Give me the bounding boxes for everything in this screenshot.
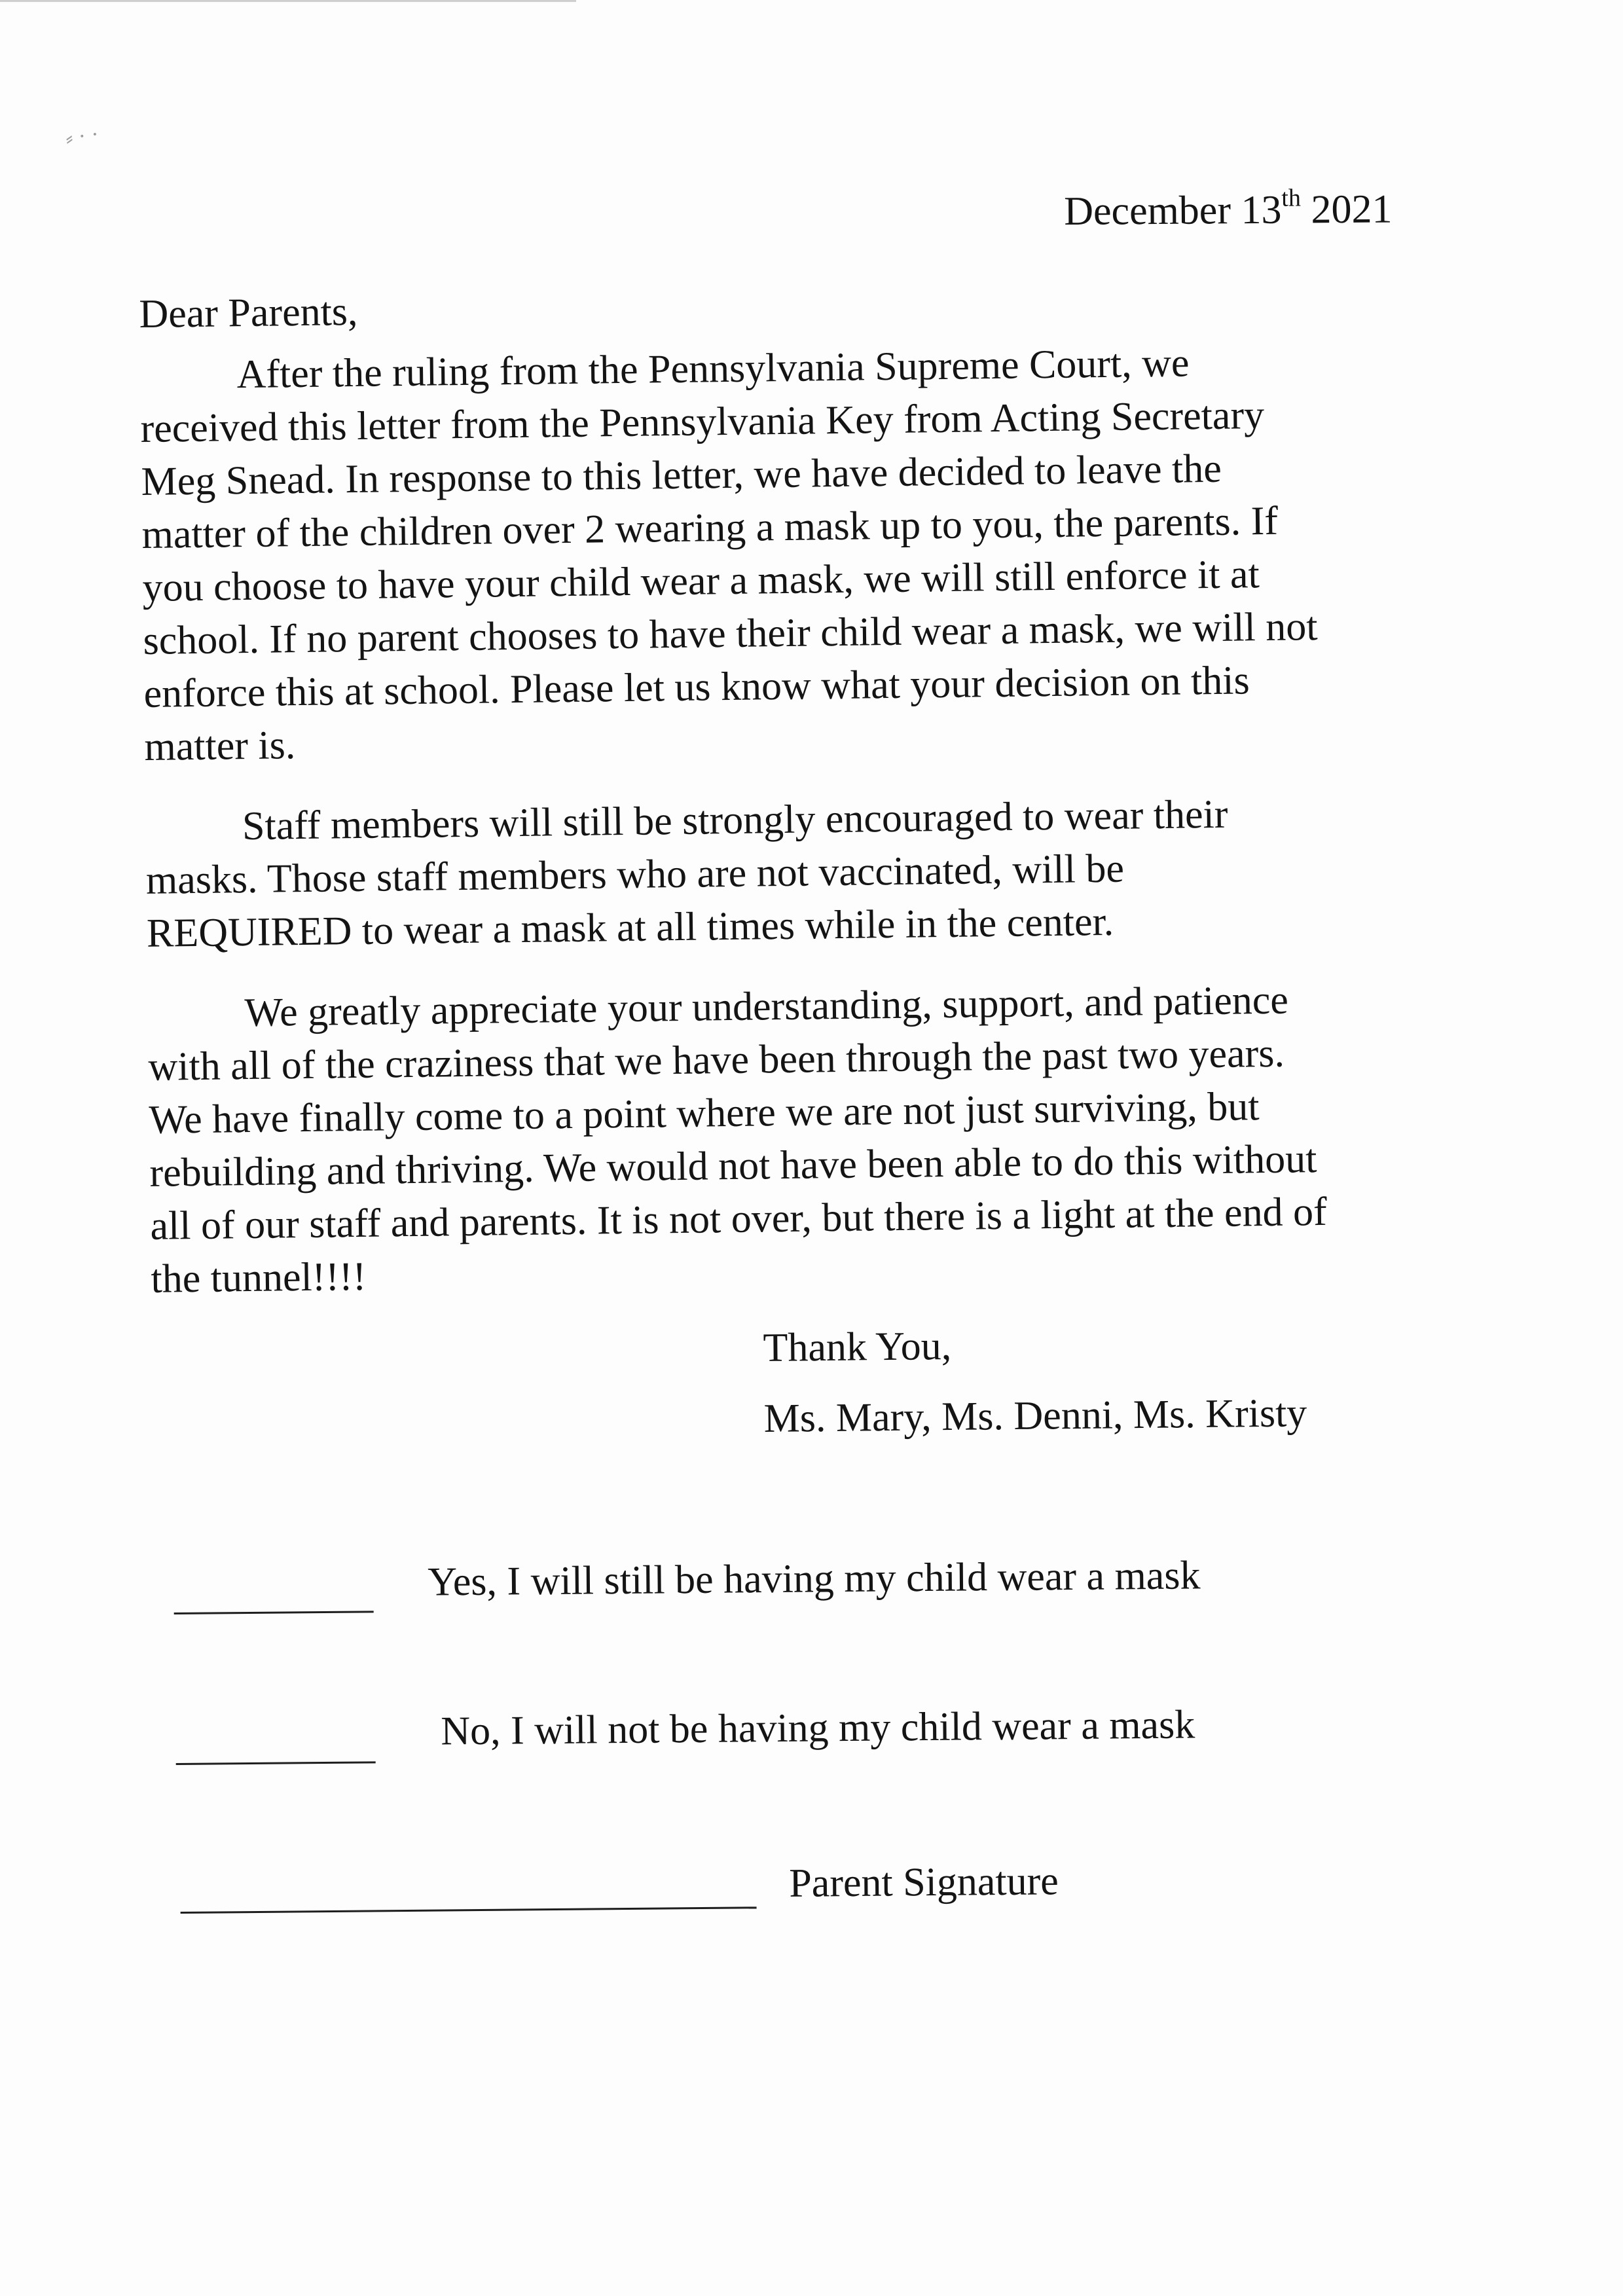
paragraph-line: all of our staff and parents. It is not over, but there is a light at the end of xyxy=(150,1189,1328,1248)
paragraph-line: matter of the children over 2 wearing a mask up to you, the parents. If xyxy=(141,498,1279,557)
option-yes-blank[interactable] xyxy=(174,1611,374,1614)
paragraph-2 xyxy=(145,785,1476,960)
paragraph-line: masks. Those staff members who are not vaccinated, will be xyxy=(145,846,1125,903)
paragraph-line: enforce this at school. Please let us know what your decision on this xyxy=(143,658,1250,716)
date-year: 2021 xyxy=(1311,187,1393,232)
paragraph-line: with all of the craziness that we have been through the past two years. xyxy=(148,1030,1285,1089)
scan-artifact: ⸗ · · xyxy=(64,122,101,151)
paragraph-line: We greatly appreciate your understanding, support, and patience xyxy=(244,977,1289,1036)
paragraph-line: After the ruling from the Pennsylvania Supreme Court, we xyxy=(236,340,1190,397)
signature-label: Parent Signature xyxy=(788,1859,1059,1906)
closing-block xyxy=(763,1307,1307,1454)
letter-body xyxy=(139,272,1480,1334)
paragraph-3 xyxy=(147,972,1480,1306)
option-no-label: No, I will not be having my child wear a mask xyxy=(440,1702,1195,1754)
option-yes-label: Yes, I will still be having my child wear a mask xyxy=(427,1553,1201,1605)
closing-thanks: Thank You, xyxy=(763,1323,952,1370)
signature-line[interactable] xyxy=(181,1906,757,1914)
paragraph-line: rebuilding and thriving. We would not have been able to do this without xyxy=(149,1137,1317,1195)
paragraph-line: Staff members will still be strongly encouraged to wear their xyxy=(242,792,1228,849)
paragraph-line: We have finally come to a point where we are not just surviving, but xyxy=(149,1084,1260,1142)
option-yes-row xyxy=(173,1551,1353,1640)
paragraph-line: school. If no parent chooses to have their child wear a mask, we will not xyxy=(143,604,1318,663)
paragraph-line: received this letter from the Pennsylvania Key from Acting Secretary xyxy=(140,393,1265,451)
closing-signers: Ms. Mary, Ms. Denni, Ms. Kristy xyxy=(763,1391,1307,1441)
paragraph-line: you choose to have your child wear a mask, we will still enforce it at xyxy=(142,552,1260,610)
scan-edge-line xyxy=(0,0,576,2)
date-month-day: December 13 xyxy=(1064,187,1282,234)
option-no-blank[interactable] xyxy=(176,1761,376,1765)
signature-row xyxy=(180,1855,1359,1944)
paragraph-line: Meg Snead. In response to this letter, we have decided to leave the xyxy=(141,446,1222,504)
letter-date xyxy=(1064,184,1393,235)
salutation: Dear Parents, xyxy=(139,289,358,337)
date-suffix: th xyxy=(1281,184,1302,212)
paragraph-line: REQUIRED to wear a mask at all times while in the center. xyxy=(146,899,1114,956)
option-no-row xyxy=(175,1700,1355,1789)
paragraph-line: the tunnel!!!! xyxy=(151,1254,367,1302)
paragraph-1 xyxy=(139,333,1474,774)
paragraph-line: matter is. xyxy=(144,723,296,769)
